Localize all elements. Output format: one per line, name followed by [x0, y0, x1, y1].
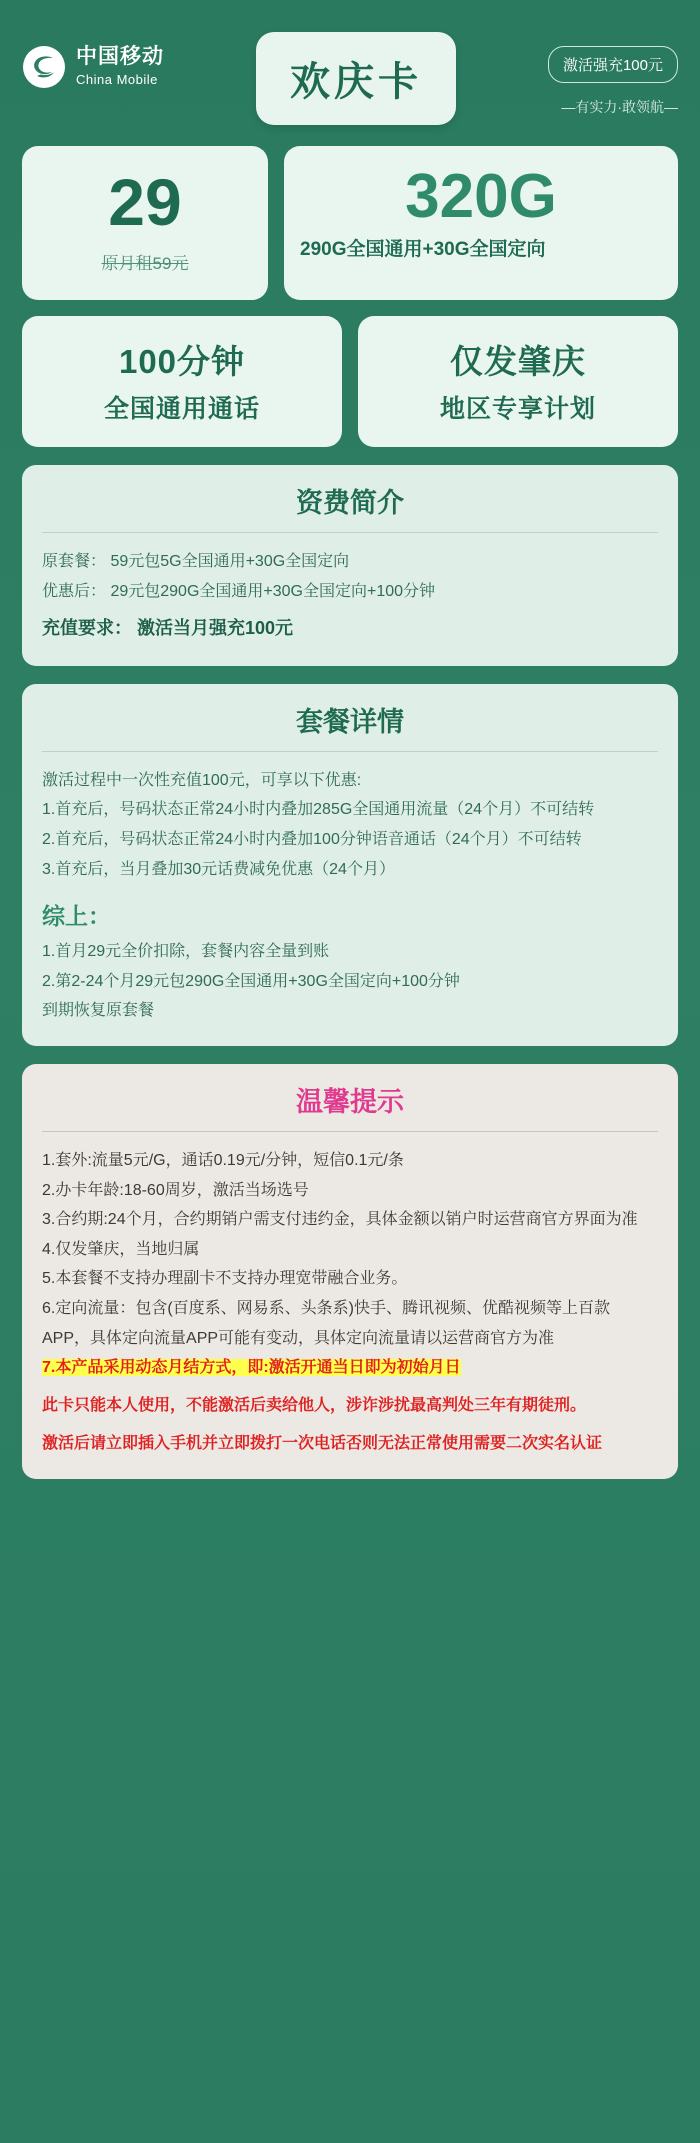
detail-line: 1.首充后，号码状态正常24小时内叠加285G全国通用流量（24个月）不可结转: [42, 801, 595, 819]
brand-name-en: China Mobile: [76, 72, 158, 88]
notice-line: 1.套外:流量5元/G，通话0.19元/分钟，短信0.1元/条: [42, 1151, 404, 1169]
feature-main-label: 仅发肇庆: [450, 343, 586, 381]
notice-line: 4.仅发肇庆，当地归属: [42, 1240, 200, 1258]
brand-name-cn: 中国移动: [76, 45, 164, 68]
detail-line: 2.首充后，号码状态正常24小时内叠加100分钟语音通话（24个月）不可结转: [42, 830, 582, 848]
detail-summary-line: 到期恢复原套餐: [42, 1002, 155, 1020]
intro-line: 原套餐： 59元包5G全国通用+30G全国定向: [42, 553, 350, 571]
notice-line: 5.本套餐不支持办理副卡不支持办理宽带融合业务。: [42, 1270, 408, 1288]
data-detail: 290G全国通用+30G全国定向: [300, 238, 546, 260]
detail-line: 3.首充后，当月叠加30元话费减免优惠（24个月）: [42, 860, 395, 878]
data-total: 320G: [405, 162, 557, 231]
status-badge: 激活强充100元: [548, 46, 678, 83]
detail-summary-line: 2.第2-24个月29元包290G全国通用+30G全国定向+100分钟: [42, 972, 460, 990]
feature-row: [22, 316, 678, 447]
feature-card-voice: [22, 316, 342, 447]
page-title: 欢庆卡: [256, 32, 456, 125]
divider: [42, 1131, 658, 1132]
brand-text: [76, 44, 164, 90]
notice-line: 2.办卡年龄:18-60周岁，激活当场选号: [42, 1181, 309, 1199]
feature-sub-label: 地区专享计划: [439, 395, 596, 424]
feature-sub-label: 全国通用通话: [103, 395, 260, 424]
detail-line: 激活过程中一次性充值100元，可享以下优惠:: [42, 771, 362, 789]
feature-card-region: [358, 316, 678, 447]
data-card: [284, 146, 678, 300]
section-title: 温馨提示: [296, 1086, 404, 1117]
price-data-row: [22, 146, 678, 300]
notice-line: 6.定向流量：包含(百度系、网易系、头条系)快手、腾讯视频、优酷视频等上百款APP，具体定向流量APP可能有变动，具体定向流量请以运营商官方为准: [42, 1299, 611, 1347]
notice-line: 3.合约期:24个月，合约期销户需支付违约金，具体金额以销户时运营商官方界面为准: [42, 1211, 638, 1229]
section-intro: [22, 465, 678, 665]
notice-highlighted: 7.本产品采用动态月结方式，即:激活开通当日即为初始月日: [42, 1359, 461, 1377]
brand-block: [22, 28, 164, 90]
intro-line: 优惠后： 29元包290G全国通用+30G全国定向+100分钟: [42, 582, 436, 600]
feature-main-label: 100分钟: [118, 343, 246, 381]
divider: [42, 751, 658, 752]
section-title: 资费简介: [296, 488, 404, 519]
notice-warning: 此卡只能本人使用，不能激活后卖给他人，涉诈涉扰最高判处三年有期徒刑。: [42, 1397, 587, 1415]
slogan: —有实力·敢领航—: [561, 99, 678, 115]
china-mobile-logo-icon: [22, 45, 66, 89]
price-card: [22, 146, 268, 300]
section-detail: [22, 684, 678, 1046]
section-notice: [22, 1064, 678, 1479]
divider: [42, 532, 658, 533]
price-amount: 29: [108, 165, 182, 239]
header-badges: [548, 28, 678, 117]
notice-highlighted-wrapper: [42, 1353, 658, 1383]
poster-header: [22, 18, 678, 136]
price-original: 原月租59元: [101, 254, 189, 274]
section-title: 套餐详情: [296, 706, 404, 737]
intro-highlight: 充值要求： 激活当月强充100元: [42, 618, 294, 639]
detail-summary-title: 综上：: [42, 903, 111, 930]
detail-summary-line: 1.首月29元全价扣除，套餐内容全量到账: [42, 943, 330, 961]
notice-warning: 激活后请立即插入手机并立即拨打一次电话否则无法正常使用需要二次实名认证: [42, 1435, 603, 1453]
